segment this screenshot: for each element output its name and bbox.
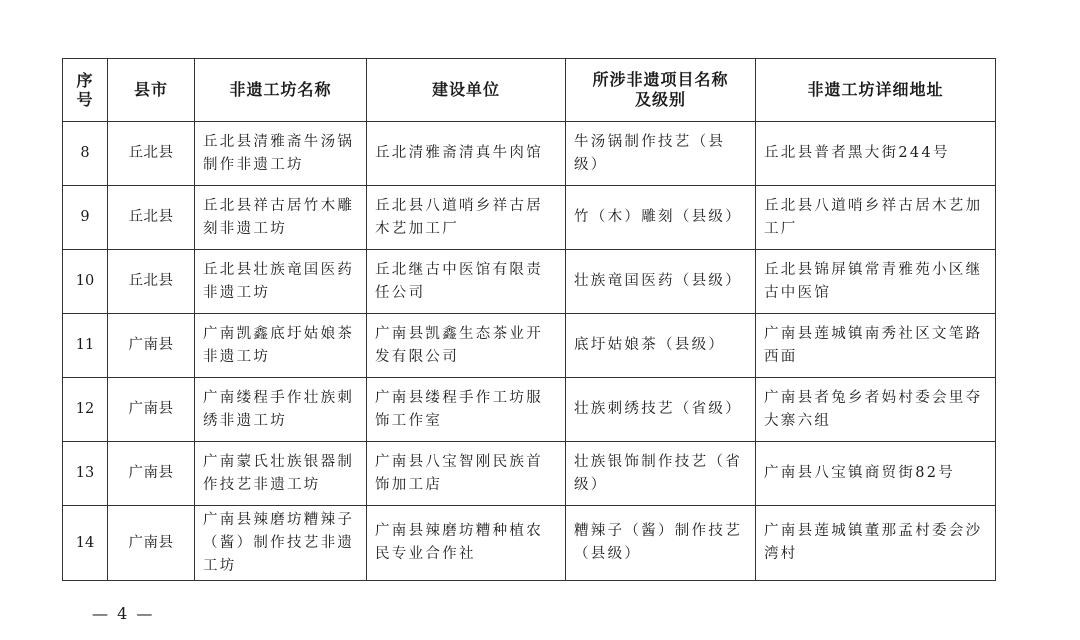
header-project (566, 59, 756, 122)
cell-builder: 广南县辣磨坊糟种植农民专业合作社 (367, 506, 566, 581)
header-seq (63, 59, 108, 122)
cell-address: 广南县者兔乡者妈村委会里夺大寨六组 (756, 378, 996, 442)
cell-workshop-name: 丘北县祥古居竹木雕刻非遗工坊 (195, 186, 367, 250)
table-row (63, 122, 996, 186)
cell-county: 丘北县 (108, 186, 195, 250)
cell-workshop-name: 广南蒙氏壮族银器制作技艺非遗工坊 (195, 442, 367, 506)
cell-county: 广南县 (108, 506, 195, 581)
header-address: 非遗工坊详细地址 (756, 59, 996, 122)
cell-number: 11 (63, 314, 108, 378)
table-body (63, 122, 996, 581)
cell-workshop-name: 广南缕程手作壮族刺绣非遗工坊 (195, 378, 367, 442)
cell-county: 丘北县 (108, 250, 195, 314)
document-sheet (62, 58, 996, 581)
table-row (63, 250, 996, 314)
cell-builder: 广南县八宝智刚民族首饰加工店 (367, 442, 566, 506)
cell-address: 丘北县普者黑大街244号 (756, 122, 996, 186)
cell-number: 9 (63, 186, 108, 250)
cell-project: 壮族银饰制作技艺（省级） (566, 442, 756, 506)
cell-number: 12 (63, 378, 108, 442)
header-county: 县市 (108, 59, 195, 122)
cell-project: 底圩姑娘茶（县级） (566, 314, 756, 378)
cell-workshop-name: 广南凯鑫底圩姑娘茶非遗工坊 (195, 314, 367, 378)
header-workshop: 非遗工坊名称 (195, 59, 367, 122)
cell-project: 牛汤锅制作技艺（县级） (566, 122, 756, 186)
cell-builder: 广南县凯鑫生态茶业开发有限公司 (367, 314, 566, 378)
cell-project: 壮族竜囯医药（县级） (566, 250, 756, 314)
cell-project: 壮族刺绣技艺（省级） (566, 378, 756, 442)
cell-builder: 丘北继古中医馆有限责任公司 (367, 250, 566, 314)
cell-county: 广南县 (108, 314, 195, 378)
header-builder: 建设单位 (367, 59, 566, 122)
cell-county: 广南县 (108, 378, 195, 442)
cell-number: 13 (63, 442, 108, 506)
cell-number: 8 (63, 122, 108, 186)
cell-workshop-name: 丘北县清雅斋牛汤锅制作非遗工坊 (195, 122, 367, 186)
cell-address: 丘北县锦屏镇常青雅苑小区继古中医馆 (756, 250, 996, 314)
header-project-label: 所涉非遗项目名称及级别 (592, 70, 729, 109)
heritage-workshop-table (62, 58, 996, 581)
table-row (63, 442, 996, 506)
page-number: — 4 — (92, 604, 155, 623)
cell-county: 广南县 (108, 442, 195, 506)
cell-builder: 丘北清雅斋清真牛肉馆 (367, 122, 566, 186)
cell-address: 广南县莲城镇董那孟村委会沙湾村 (756, 506, 996, 581)
cell-builder: 丘北县八道哨乡祥古居木艺加工厂 (367, 186, 566, 250)
cell-address: 广南县莲城镇南秀社区文笔路西面 (756, 314, 996, 378)
cell-number: 14 (63, 506, 108, 581)
table-row (63, 186, 996, 250)
cell-address: 丘北县八道哨乡祥古居木艺加工厂 (756, 186, 996, 250)
cell-workshop-name: 广南县辣磨坊糟辣子（酱）制作技艺非遗工坊 (195, 506, 367, 581)
table-row (63, 378, 996, 442)
table-header-row (63, 59, 996, 122)
cell-builder: 广南县缕程手作工坊服饰工作室 (367, 378, 566, 442)
table-row (63, 314, 996, 378)
cell-workshop-name: 丘北县壮族竜囯医药非遗工坊 (195, 250, 367, 314)
cell-number: 10 (63, 250, 108, 314)
cell-project: 糟辣子（酱）制作技艺（县级） (566, 506, 756, 581)
cell-address: 广南县八宝镇商贸街82号 (756, 442, 996, 506)
table-row (63, 506, 996, 581)
header-seq-label: 序号 (76, 71, 94, 109)
cell-project: 竹（木）雕刻（县级） (566, 186, 756, 250)
cell-county: 丘北县 (108, 122, 195, 186)
